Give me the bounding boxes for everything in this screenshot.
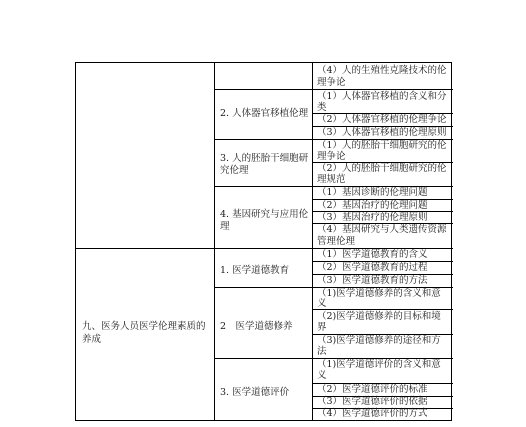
item: （2）人体器官移植的伦理争论 (317, 114, 447, 125)
item: （2）医学道德评价的标准 (317, 384, 428, 395)
item: （3)医学道德修养的途径和方 (317, 335, 441, 346)
item: （2)医学道德修养的目标和境 (317, 311, 441, 322)
item: （3）医学道德评价的依据 (317, 396, 428, 407)
item: 义 (317, 298, 327, 309)
item: （4）人的生殖性克隆技术的伦 (317, 65, 447, 76)
group-label-cultivation: 2 医学道德修养 (220, 321, 293, 332)
item: （1）医学道德教育的含义 (317, 249, 428, 260)
item: （3）基因治疗的伦理原则 (317, 212, 428, 223)
item: 理争论 (317, 151, 346, 162)
item: （3）人体器官移植的伦理原则 (317, 127, 447, 138)
mid-divider (214, 89, 453, 90)
group-label-education: 1. 医学道德教育 (220, 265, 290, 276)
item: （1）基因诊断的伦理问题 (317, 187, 428, 198)
item: 类 (317, 102, 327, 113)
item: 法 (317, 346, 327, 357)
group-label-gene-2: 理 (220, 221, 230, 232)
group-label-gene-1: 4. 基因研究与应用伦 (220, 209, 309, 220)
item: （2）医学道德教育的过程 (317, 262, 428, 273)
section-nine-title: 九、医务人员医学伦理素质的养成 (82, 321, 206, 345)
item: （4）医学道德评价的方式 (317, 408, 428, 419)
col-divider-1 (214, 63, 215, 420)
group-label-embryo-1: 3. 人的胚胎干细胞研 (220, 153, 309, 164)
item: （2）基因治疗的伦理问题 (317, 200, 428, 211)
group-label-organ: 2. 人体器官移植伦理 (220, 108, 309, 119)
group-label-evaluation: 3. 医学道德评价 (220, 387, 290, 398)
group-label-embryo-2: 究伦理 (220, 165, 249, 176)
item: （1)医学道德评价的含义和意 (317, 359, 441, 370)
item: 管理伦理 (317, 236, 356, 247)
item: 界 (317, 322, 327, 333)
item: 理争论 (317, 77, 346, 88)
syllabus-table (75, 62, 452, 421)
item: （1)医学道德修养的含义和意 (317, 288, 441, 299)
item-divider (312, 309, 453, 310)
item: （2）人的胚胎干细胞研究的伦 (317, 163, 447, 174)
item: （4）基因研究与人类遗传资源 (317, 224, 447, 235)
item: （1）人体器官移植的含义和分 (317, 91, 447, 102)
item: 义 (317, 370, 327, 381)
item: （1）人的胚胎干细胞研究的伦 (317, 140, 447, 151)
item: 理规范 (317, 174, 346, 185)
col-divider-2 (312, 63, 313, 420)
item: （3）医学道德教育的方法 (317, 275, 428, 286)
